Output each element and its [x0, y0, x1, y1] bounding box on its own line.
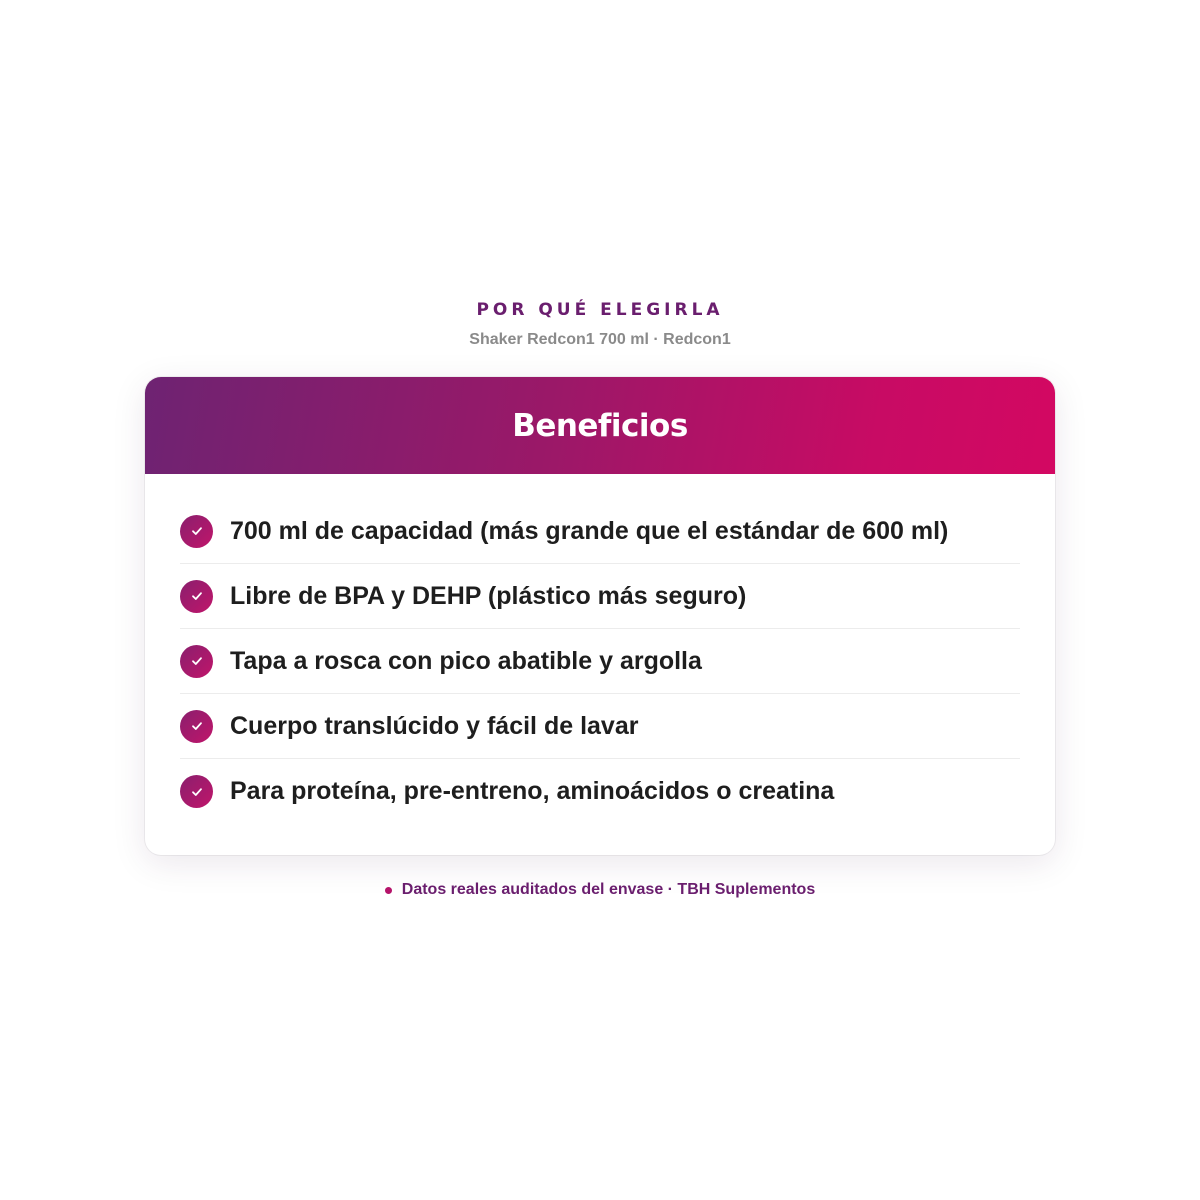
footer-note: [0, 881, 1200, 899]
check-icon: [180, 580, 213, 613]
benefit-label: Tapa a rosca con pico abatible y argolla: [230, 646, 702, 675]
benefit-label: Libre de BPA y DEHP (plástico más seguro): [230, 581, 747, 610]
list-item: [180, 499, 1020, 564]
check-icon: [180, 710, 213, 743]
benefits-card: [145, 377, 1055, 855]
section-header: [0, 298, 1200, 350]
benefit-label: Para proteína, pre-entreno, aminoácidos o creatina: [230, 777, 835, 805]
benefit-label: Cuerpo translúcido y fácil de lavar: [230, 711, 639, 740]
eyebrow-heading: POR QUÉ ELEGIRLA: [476, 300, 724, 320]
bullet-dot-icon: [385, 887, 392, 894]
product-subtitle: Shaker Redcon1 700 ml · Redcon1: [469, 331, 731, 348]
check-icon: [180, 515, 213, 548]
benefit-label: 700 ml de capacidad (más grande que el estándar de 600 ml): [230, 516, 949, 545]
list-item: [180, 564, 1020, 629]
check-icon: [180, 645, 213, 678]
card-title: Beneficios: [512, 407, 688, 444]
benefits-list: [145, 474, 1055, 824]
check-icon: [180, 775, 213, 808]
list-item: [180, 694, 1020, 759]
card-header: [145, 377, 1055, 474]
list-item: [180, 759, 1020, 824]
footer-text: Datos reales auditados del envase · TBH Suplementos: [401, 881, 816, 898]
list-item: [180, 629, 1020, 694]
